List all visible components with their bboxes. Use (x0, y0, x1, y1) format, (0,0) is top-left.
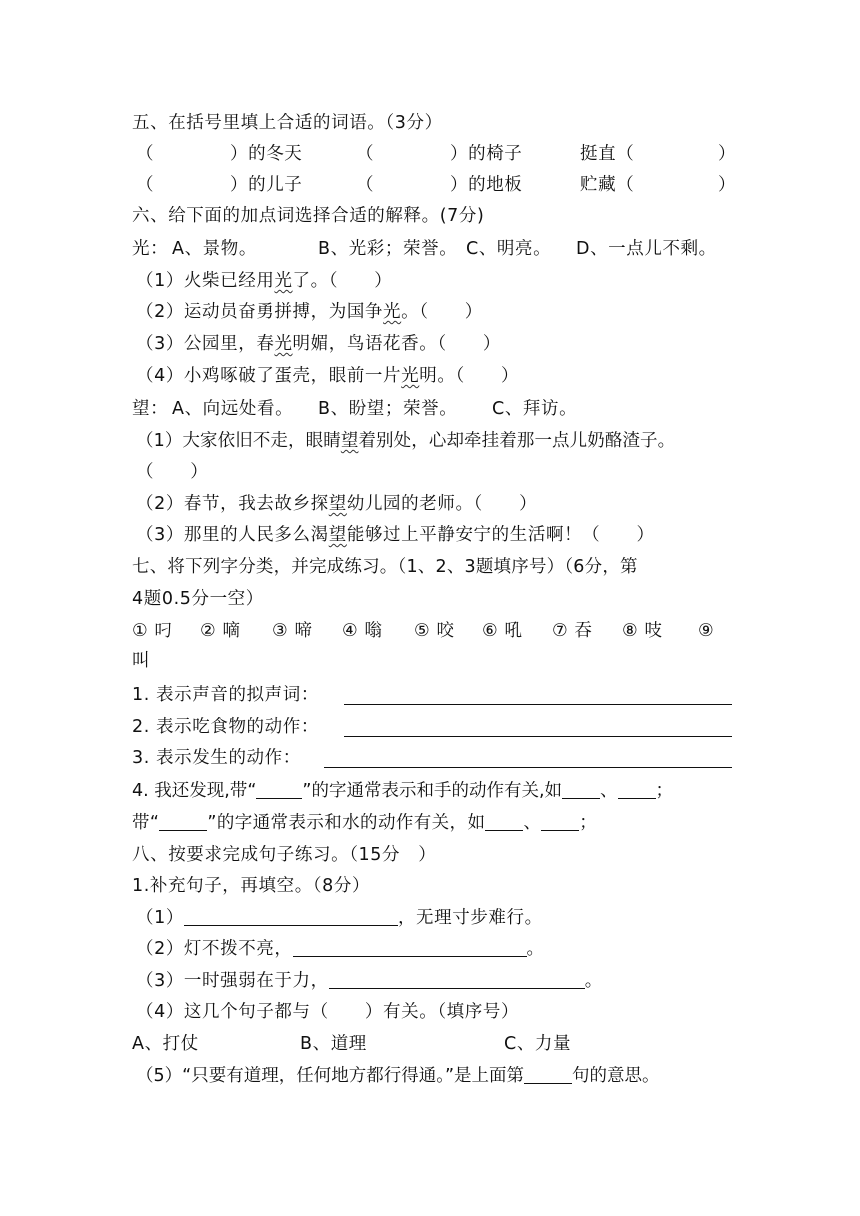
blank-radical-hand[interactable] (256, 778, 302, 799)
section-7-title-cont: 4题0.5分一空） (132, 589, 264, 609)
section-5-title: 五、在括号里填上合适的词语。（3分） (132, 113, 443, 133)
wang-q1-answer: （ ） (136, 462, 209, 482)
blank-water-example-2[interactable] (541, 810, 579, 831)
blank-sentence-2[interactable] (293, 936, 527, 957)
s7-q4-cont: 带“ ”的字通常表示和水的动作有关，如 、 ； (132, 808, 732, 838)
wang-q3: （3）那里的人民多么渴望能够过上平静安宁的生活啊！（ ） (136, 525, 655, 545)
s8-p1: （1） ，无理寸步难行。 (136, 903, 732, 933)
s5-row-1: （ ）的冬天 （ ）的椅子 挺直（ ） (136, 144, 737, 164)
s8-p2: （2）灯不拨不亮， 。 (136, 934, 732, 964)
s5-row-2: （ ）的儿子 （ ）的地板 贮藏（ ） (136, 175, 737, 195)
char-7: ⑦ 吞 (552, 621, 593, 641)
blank-hand-example-2[interactable] (618, 778, 656, 799)
s7-q3: 3. 表示发生的动作： (132, 743, 732, 773)
s8-options: A、打仗 B、道理 C、力量 (132, 1034, 572, 1054)
wang-options: 望： A、向远处看。 B、盼望；荣誉。 C、拜访。 (132, 399, 578, 419)
answer-line-3[interactable] (324, 767, 732, 768)
section-8-title: 八、按要求完成句子练习。（15分 ） (132, 845, 437, 865)
char-4: ④ 嗡 (342, 621, 383, 641)
blank-sentence-3[interactable] (329, 968, 585, 989)
blank-sentence-number[interactable] (524, 1063, 572, 1084)
s7-q4: 4. 我还发现,带“ ”的字通常表示和手的动作有关,如 、 ； (132, 776, 732, 806)
char-list-wrap: 叫 (132, 651, 151, 671)
guang-q1: （1）火柴已经用光了。（ ） (136, 271, 393, 291)
s8-sub1: 1.补充句子，再填空。（8分） (132, 876, 371, 896)
blank-water-example-1[interactable] (485, 810, 523, 831)
guang-q2: （2）运动员奋勇拼搏，为国争光。（ ） (136, 302, 483, 322)
s7-q2: 2. 表示吃食物的动作： (132, 712, 732, 742)
answer-line-2[interactable] (344, 736, 732, 737)
char-list (132, 616, 732, 646)
char-1: ① 叼 (132, 621, 173, 641)
char-6: ⑥ 吼 (482, 621, 523, 641)
char-5: ⑤ 咬 (414, 621, 455, 641)
s7-q1: 1. 表示声音的拟声词： (132, 680, 732, 710)
guang-options: 光： A、景物。 B、光彩；荣誉。 C、明亮。 D、一点儿不剩。 (132, 239, 717, 259)
blank-radical-water[interactable] (159, 810, 207, 831)
blank-sentence-1[interactable] (184, 905, 398, 926)
wang-q2: （2）春节，我去故乡探望幼儿园的老师。（ ） (136, 494, 538, 514)
section-6-title: 六、给下面的加点词选择合适的解释。(7分) (132, 206, 485, 226)
answer-line-1[interactable] (344, 704, 732, 705)
guang-q4: （4）小鸡啄破了蛋壳，眼前一片光明。（ ） (136, 366, 520, 386)
char-3: ③ 啼 (272, 621, 313, 641)
blank-hand-example-1[interactable] (562, 778, 600, 799)
char-9-number: ⑨ (698, 621, 715, 641)
wang-q1: （1）大家依旧不走，眼睛望着别处，心却牵挂着那一点儿奶酪渣子。 (136, 431, 676, 451)
guang-q3: （3）公园里，春光明媚，鸟语花香。（ ） (136, 334, 501, 354)
s8-p5: （5）“只要有道理，任何地方都行得通。”是上面第 句的意思。 (136, 1061, 732, 1091)
s8-p3: （3）一时强弱在于力， 。 (136, 966, 732, 996)
s8-p4: （4）这几个句子都与（ ）有关。（填序号） (136, 1002, 520, 1022)
char-2: ② 嘀 (200, 621, 241, 641)
char-8: ⑧ 吱 (622, 621, 663, 641)
section-7-title: 七、将下列字分类，并完成练习。（1、2、3题填序号）（6分，第 (132, 557, 638, 577)
